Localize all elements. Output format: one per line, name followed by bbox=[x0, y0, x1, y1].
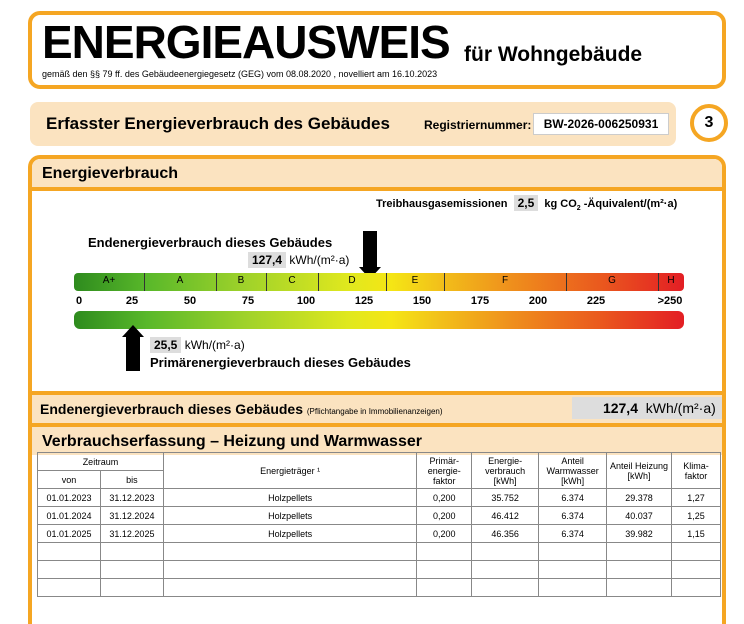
table-cell: 46.412 bbox=[472, 507, 539, 525]
summary-value-box bbox=[572, 397, 722, 419]
table-row bbox=[38, 579, 721, 597]
class-label-g: G bbox=[608, 275, 616, 286]
table-cell: 01.01.2025 bbox=[38, 525, 101, 543]
table-cell bbox=[539, 561, 607, 579]
scale-tick: 225 bbox=[586, 295, 606, 307]
table-cell bbox=[163, 561, 416, 579]
primary-energy-readout bbox=[150, 337, 245, 353]
table-cell bbox=[100, 579, 163, 597]
scale-tick: 25 bbox=[125, 295, 139, 307]
summary-note: (Pflichtangabe in Immobilienanzeigen) bbox=[306, 407, 443, 416]
class-separator bbox=[144, 273, 145, 291]
ghg-label: Treibhausgasemissionen bbox=[376, 198, 508, 210]
legal-basis: gemäß den §§ 79 ff. des Gebäudeenergiegesetz (GEG) vom 08.08.2020 , novelliert am 16.10.2023 bbox=[42, 69, 438, 79]
table-cell: 31.12.2024 bbox=[100, 507, 163, 525]
class-separator bbox=[566, 273, 567, 291]
primary-energy-arrow-icon bbox=[126, 337, 140, 371]
table-cell: 31.12.2023 bbox=[100, 489, 163, 507]
table-cell bbox=[472, 579, 539, 597]
registration-number: BW-2026-006250931 bbox=[533, 113, 669, 135]
col-hot-water: Anteil Warmwasser [kWh] bbox=[539, 453, 607, 489]
gradient-scale bbox=[74, 311, 684, 329]
summary-label: Endenergieverbrauch dieses Gebäudes bbox=[40, 401, 303, 417]
table-cell bbox=[38, 561, 101, 579]
table-cell: 31.12.2025 bbox=[100, 525, 163, 543]
primary-energy-label: Primärenergieverbrauch dieses Gebäudes bbox=[150, 355, 411, 370]
class-separator bbox=[318, 273, 319, 291]
table-cell bbox=[100, 543, 163, 561]
table-cell bbox=[38, 579, 101, 597]
ghg-value: 2,5 bbox=[514, 195, 539, 211]
ghg-unit-post: -Äquivalent/(m²·a) bbox=[583, 198, 678, 210]
table-cell: 0,200 bbox=[417, 525, 472, 543]
table-cell: 40.037 bbox=[607, 507, 672, 525]
table-cell: 39.982 bbox=[607, 525, 672, 543]
scale-tick: 200 bbox=[528, 295, 548, 307]
registration-label: Registriernummer: bbox=[424, 118, 532, 132]
table-cell bbox=[417, 579, 472, 597]
table-cell: 6.374 bbox=[539, 489, 607, 507]
table-cell bbox=[672, 543, 721, 561]
final-energy-label: Endenergieverbrauch dieses Gebäudes bbox=[88, 235, 333, 250]
table-cell: 46.356 bbox=[472, 525, 539, 543]
energy-heading: Energieverbrauch bbox=[32, 159, 722, 187]
table-cell: 0,200 bbox=[417, 507, 472, 525]
class-separator bbox=[386, 273, 387, 291]
table-cell: 1,27 bbox=[672, 489, 721, 507]
col-from: von bbox=[38, 471, 101, 489]
table-cell bbox=[417, 561, 472, 579]
col-climate: Klima-faktor bbox=[672, 453, 721, 489]
consumption-heading: Verbrauchserfassung – Heizung und Warmwasser bbox=[32, 427, 722, 455]
table-cell: 1,15 bbox=[672, 525, 721, 543]
divider bbox=[32, 187, 722, 191]
class-separator bbox=[266, 273, 267, 291]
class-label-aplus: A+ bbox=[102, 275, 116, 286]
col-to: bis bbox=[100, 471, 163, 489]
scale-tick: 0 bbox=[75, 295, 83, 307]
table-cell bbox=[607, 561, 672, 579]
final-energy-arrow-icon bbox=[363, 231, 377, 267]
scale-tick: 125 bbox=[354, 295, 374, 307]
certificate-header bbox=[28, 11, 726, 89]
table-cell bbox=[539, 579, 607, 597]
table-cell: 6.374 bbox=[539, 525, 607, 543]
ghg-unit-pre: kg CO bbox=[544, 198, 577, 210]
table-cell: 29.378 bbox=[607, 489, 672, 507]
scale-tick: >250 bbox=[657, 295, 683, 307]
scale-tick: 175 bbox=[470, 295, 490, 307]
table-cell bbox=[163, 579, 416, 597]
table-row bbox=[38, 561, 721, 579]
col-period: Zeitraum bbox=[38, 453, 164, 471]
certificate-subtitle: für Wohngebäude bbox=[464, 43, 643, 66]
table-cell: 0,200 bbox=[417, 489, 472, 507]
table-cell bbox=[607, 579, 672, 597]
class-label-f: F bbox=[501, 275, 509, 286]
scale-ticks bbox=[74, 295, 694, 311]
final-energy-readout bbox=[248, 252, 349, 268]
table-row bbox=[38, 525, 721, 543]
col-carrier: Energieträger ¹ bbox=[163, 453, 416, 489]
page-number: 3 bbox=[690, 104, 728, 142]
scale-tick: 100 bbox=[296, 295, 316, 307]
primary-energy-unit: kWh/(m²·a) bbox=[184, 338, 245, 352]
table-row bbox=[38, 489, 721, 507]
class-label-d: D bbox=[348, 275, 356, 286]
table-row bbox=[38, 507, 721, 525]
table-cell: 35.752 bbox=[472, 489, 539, 507]
primary-energy-value: 25,5 bbox=[150, 337, 181, 353]
ghg-unit-sub: 2 bbox=[576, 205, 581, 213]
table-cell: 6.374 bbox=[539, 507, 607, 525]
scale-tick: 75 bbox=[241, 295, 255, 307]
scale-tick: 50 bbox=[183, 295, 197, 307]
summary-value: 127,4 bbox=[602, 400, 638, 416]
col-consumption: Energie-verbrauch [kWh] bbox=[472, 453, 539, 489]
class-label-e: E bbox=[411, 275, 419, 286]
table-cell: 1,25 bbox=[672, 507, 721, 525]
table-cell bbox=[672, 561, 721, 579]
final-energy-unit: kWh/(m²·a) bbox=[289, 253, 350, 267]
table-cell bbox=[163, 543, 416, 561]
scale-tick: 150 bbox=[412, 295, 432, 307]
section-title: Erfasster Energieverbrauch des Gebäudes bbox=[46, 114, 390, 133]
class-label-c: C bbox=[288, 275, 296, 286]
col-heating: Anteil Heizung [kWh] bbox=[607, 453, 672, 489]
table-cell: Holzpellets bbox=[163, 525, 416, 543]
table-cell bbox=[672, 579, 721, 597]
table-row bbox=[38, 543, 721, 561]
table-cell bbox=[417, 543, 472, 561]
final-energy-value: 127,4 bbox=[248, 252, 286, 268]
certificate-title: ENERGIEAUSWEIS bbox=[42, 16, 450, 68]
section-bar bbox=[30, 102, 676, 146]
col-factor: Primär-energie-faktor bbox=[417, 453, 472, 489]
consumption-table bbox=[37, 452, 721, 597]
table-cell: 01.01.2023 bbox=[38, 489, 101, 507]
table-cell: Holzpellets bbox=[163, 489, 416, 507]
class-label-a: A bbox=[176, 275, 184, 286]
table-cell bbox=[100, 561, 163, 579]
efficiency-class-scale bbox=[74, 273, 684, 291]
table-cell bbox=[539, 543, 607, 561]
ghg-emissions bbox=[376, 195, 677, 212]
class-separator bbox=[658, 273, 659, 291]
table-cell: Holzpellets bbox=[163, 507, 416, 525]
table-cell bbox=[607, 543, 672, 561]
class-label-b: B bbox=[237, 275, 245, 286]
summary-unit: kWh/(m²·a) bbox=[645, 400, 716, 416]
class-label-h: H bbox=[667, 275, 675, 286]
table-cell: 01.01.2024 bbox=[38, 507, 101, 525]
class-separator bbox=[444, 273, 445, 291]
class-separator bbox=[216, 273, 217, 291]
table-cell bbox=[472, 561, 539, 579]
table-cell bbox=[38, 543, 101, 561]
energy-panel bbox=[28, 155, 726, 624]
table-cell bbox=[472, 543, 539, 561]
